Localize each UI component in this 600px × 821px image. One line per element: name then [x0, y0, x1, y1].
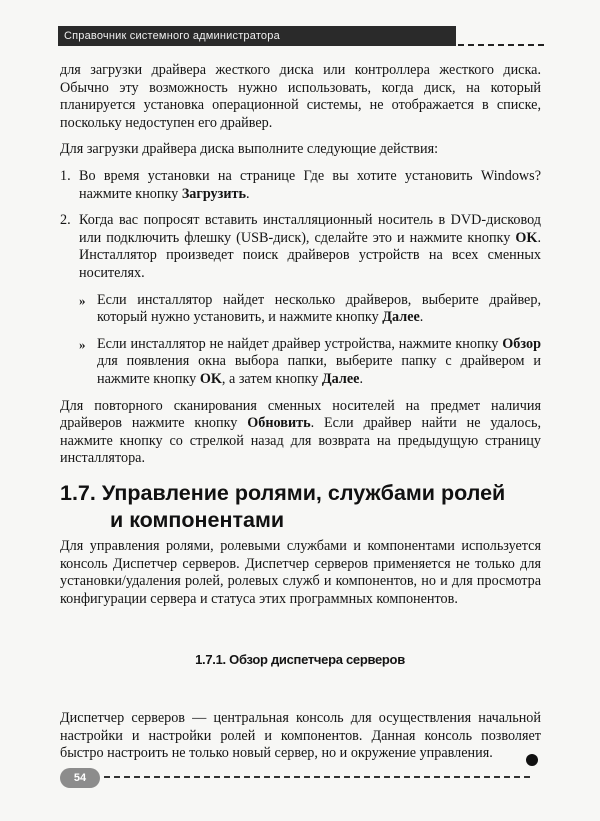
rescan-paragraph: Для повторного сканирования сменных носителей на предмет наличия драйверов нажмите кнопку Обновить. Если драйвер найти не удалось, нажмите кнопку со стрелкой назад для возврата на предыдущую страницу инсталлятора.	[60, 397, 542, 467]
sub-step-text: Если инсталлятор найдет несколько драйверов, выберите драйвер, который нужно установить, и нажмите кнопку Далее.	[97, 291, 541, 326]
sub-step-1	[60, 292, 541, 327]
bullet-icon: »	[79, 336, 86, 352]
section-heading-line2: и компонентами	[110, 508, 285, 532]
section-heading-line1: 1.7. Управление ролями, службами ролей	[60, 481, 506, 505]
step-1	[60, 168, 541, 203]
sub-step-text: Если инсталлятор не найдет драйвер устройства, нажмите кнопку Обзор для появления окна выбора папки, выберите папку с драйвером и нажмите кнопку OK, а затем кнопку Далее.	[97, 335, 541, 387]
section-paragraph: Для управления ролями, ролевыми службами и компонентами используется консоль Диспетчер серверов. Диспетчер серверов применяется не только для установки/удаления ролей, ролевых служб и компонентов, но и для просмотра конфигурации сервера и статуса этих программных компонентов.	[60, 538, 541, 607]
intro-paragraph: для загрузки драйвера жесткого диска или контроллера жесткого диска. Обычно эту возможность нужно использовать, когда диск, на который планируется установка операционной системы, не отображается в списке, поскольку недоступен его драйвер.	[60, 62, 541, 131]
header-dotted-rule	[458, 44, 544, 46]
section-body	[60, 538, 541, 608]
button-name: Обновить	[247, 415, 311, 432]
running-header: Справочник системного администратора	[58, 26, 456, 46]
footer-dotted-rule	[104, 776, 530, 778]
button-name: Далее	[382, 309, 420, 326]
footer-dot-icon	[526, 754, 538, 766]
subsection-paragraph: Диспетчер серверов — центральная консоль для осуществления начальной настройки и настройки ролей и компонентов. Данная консоль позволяет быстро настроить не только новый сервер, но и окружение управления.	[60, 710, 541, 762]
step-number: 2.	[60, 212, 71, 229]
button-name: Далее	[321, 370, 360, 387]
subsection-body	[60, 710, 541, 763]
step-2	[60, 212, 541, 282]
bullet-icon: »	[79, 292, 86, 308]
page-number: 54	[60, 768, 100, 788]
page-body	[60, 62, 541, 468]
button-name: Обзор	[502, 335, 541, 352]
sub-step-2	[60, 336, 541, 389]
button-name: OK	[515, 229, 538, 246]
step-number: 1.	[60, 167, 71, 184]
subsection-heading: 1.7.1. Обзор диспетчера серверов	[195, 652, 405, 667]
button-name: OK	[199, 370, 222, 387]
section-heading	[60, 480, 550, 534]
step-text: Когда вас попросят вставить инсталляционный носитель в DVD-дисковод или подключить флешку (USB-диск), сделайте это и нажмите кнопку OK. Инсталлятор произведет поиск драйверов устройств на всех сменных носителях.	[79, 212, 541, 281]
step-text: Во время установки на странице Где вы хотите установить Windows? нажмите кнопку Загрузить.	[79, 167, 541, 202]
instructions-lead: Для загрузки драйвера диска выполните следующие действия:	[60, 141, 439, 158]
button-name: Загрузить	[181, 185, 246, 202]
